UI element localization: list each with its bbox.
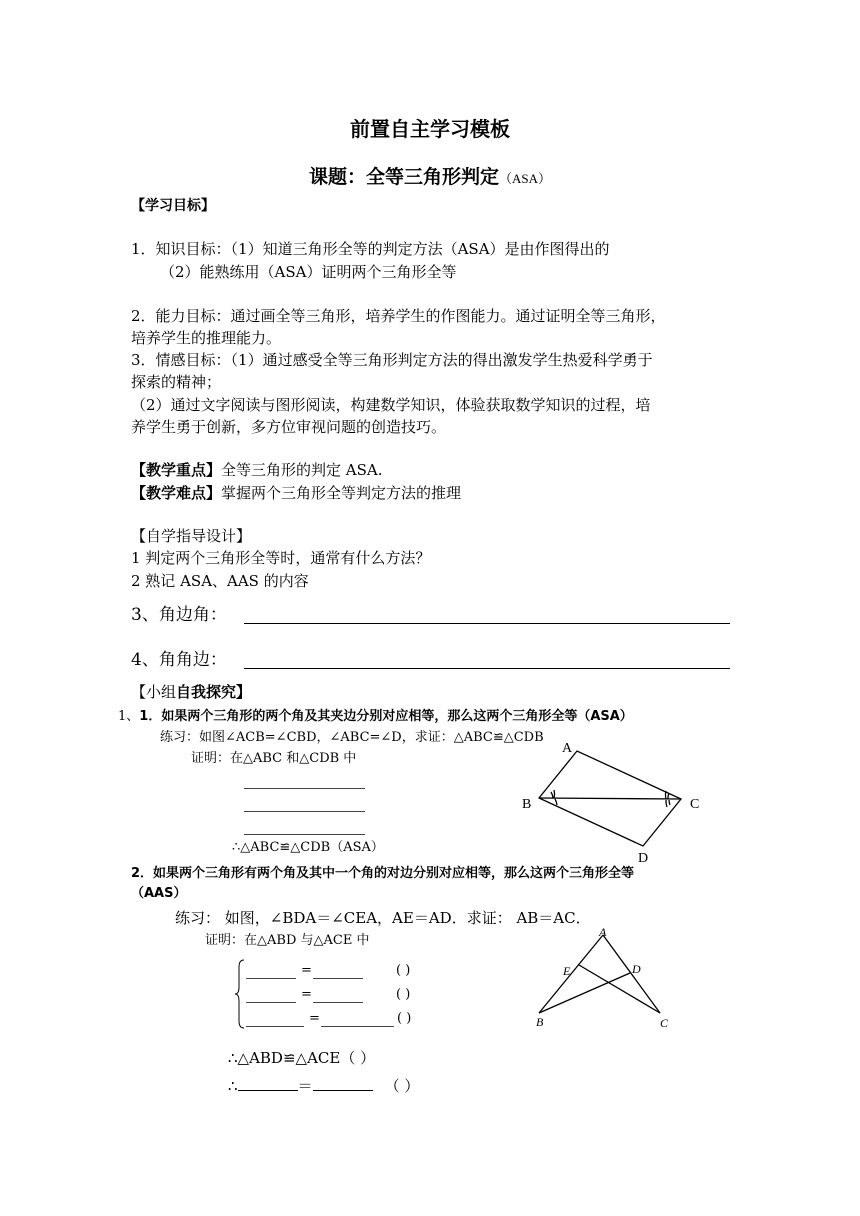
- subtitle-main: 课题：全等三角形判定: [308, 166, 499, 188]
- item2-proof-start: 证明：在△ABD 与△ACE 中: [205, 933, 370, 948]
- item1-exercise: 练习：如图∠ACB=∠CBD，∠ABC=∠D，求证：△ABC≌△CDB: [160, 730, 544, 745]
- figure1-diagonal: [539, 798, 681, 799]
- objectives-header: 【学习目标】: [131, 198, 215, 214]
- group-header: [131, 683, 251, 701]
- figure1-arc-c2: [666, 800, 667, 807]
- item2-conclusion-2: [228, 1077, 419, 1095]
- item1-blank-2[interactable]: [244, 811, 365, 812]
- row2-blank-left[interactable]: [246, 1002, 296, 1003]
- item1-blank-3[interactable]: [244, 834, 365, 835]
- aas-answer-line[interactable]: [244, 668, 730, 669]
- conclusion2-prefix: ∴: [228, 1077, 238, 1095]
- figure1-parallelogram: [510, 738, 710, 866]
- group-header-plain: 【小组: [131, 683, 177, 701]
- teaching-difficulty: [131, 484, 461, 502]
- figure1-label-b: B: [522, 797, 532, 812]
- row3-eq: =: [309, 1011, 320, 1026]
- figure1-label-d: D: [638, 851, 649, 866]
- row1-blank-left[interactable]: [246, 978, 296, 979]
- self-study-q3-label: 3、角边角：: [131, 605, 227, 625]
- item2-exercise: 练习： 如图，∠BDA＝∠CEA，AE＝AD．求证： AB＝AC．: [175, 909, 591, 927]
- objective-knowledge-1: 1．知识目标：（1）知道三角形全等的判定方法（ASA）是由作图得出的: [131, 240, 610, 258]
- figure1-arc-c1: [665, 791, 666, 799]
- objective-emotion-4: 养学生勇于创新，多方位审视问题的创造技巧。: [131, 418, 447, 436]
- teaching-focus-label: 【教学重点】: [131, 461, 222, 479]
- objective-ability-2: 培养学生的推理能力。: [131, 329, 282, 347]
- figure2-triangle: [528, 925, 676, 1033]
- group-header-bold: 自我探究】: [176, 683, 252, 701]
- row3-blank-left[interactable]: [246, 1026, 304, 1027]
- item2-title-2: （AAS）: [131, 886, 187, 901]
- conclusion2-eq: ＝: [297, 1077, 313, 1095]
- item1-prefix: 1、: [118, 709, 140, 724]
- figure1-arc-b1: [554, 790, 555, 798]
- objective-knowledge-2: （2）能熟练用（ASA）证明两个三角形全等: [160, 263, 457, 281]
- row1-reason: ( ): [396, 963, 411, 978]
- conclusion2-blank-right[interactable]: [313, 1077, 373, 1091]
- figure2-label-c: C: [660, 1016, 669, 1030]
- item1-title: [118, 709, 633, 725]
- self-study-header: 【自学指导设计】: [131, 527, 252, 545]
- item2-title-1: 2．如果两个三角形有两个角及其中一个角的对边分别对应相等，那么这两个三角形全等: [131, 866, 635, 881]
- figure1-arc-b1b: [551, 792, 553, 798]
- objective-emotion-2: 探索的精神；: [131, 373, 222, 391]
- teaching-focus: [131, 461, 383, 479]
- figure1-arc-c1b: [668, 793, 669, 799]
- row1-blank-right[interactable]: [313, 978, 363, 979]
- objective-emotion-3: （2）通过文字阅读与图形阅读，构建数学知识，体验获取数学知识的过程，培: [131, 396, 651, 414]
- subtitle-suffix: （ASA）: [499, 171, 552, 186]
- row3-blank-right[interactable]: [321, 1026, 394, 1027]
- figure1-label-a: A: [562, 741, 573, 756]
- row1-eq: =: [301, 963, 312, 978]
- item1-proof-start: 证明：在△ABC 和△CDB 中: [191, 751, 357, 766]
- figure2-label-d: D: [632, 962, 641, 976]
- item1-title-text: 1．如果两个三角形的两个角及其夹边分别对应相等，那么这两个三角形全等（ASA）: [139, 709, 633, 724]
- figure2-label-b: B: [536, 1015, 544, 1029]
- self-study-q1: 1 判定两个三角形全等时，通常有什么方法？: [131, 549, 431, 567]
- objective-emotion-1: 3．情感目标：（1）通过感受全等三角形判定方法的得出激发学生热爱科学勇于: [131, 351, 653, 369]
- row2-eq: =: [301, 987, 312, 1002]
- item1-conclusion: ∴△ABC≌△CDB（ASA）: [232, 840, 384, 855]
- conclusion2-blank-left[interactable]: [238, 1077, 298, 1091]
- teaching-focus-text: 全等三角形的判定 ASA.: [221, 461, 383, 479]
- proof-brace-icon: [234, 959, 246, 1029]
- figure2-segment-bd: [539, 973, 630, 1013]
- figure2-segment-ce: [579, 965, 660, 1013]
- self-study-q4-label: 4、角角边：: [131, 650, 227, 670]
- conclusion2-reason: （ ）: [384, 1077, 420, 1095]
- row2-blank-right[interactable]: [313, 1002, 363, 1003]
- row2-reason: ( ): [396, 987, 411, 1002]
- figure2-label-a: A: [599, 925, 607, 939]
- lesson-subtitle: [0, 162, 860, 189]
- row3-reason: ( ): [397, 1011, 412, 1026]
- figure1-arc-b2: [555, 799, 557, 805]
- teaching-difficulty-label: 【教学难点】: [131, 484, 222, 502]
- page-title: 前置自主学习模板: [350, 117, 510, 141]
- figure1-label-c: C: [690, 797, 700, 812]
- self-study-q2: 2 熟记 ASA、AAS 的内容: [131, 572, 309, 590]
- objective-ability-1: 2．能力目标：通过画全等三角形，培养学生的作图能力。通过证明全等三角形，: [131, 307, 666, 325]
- teaching-difficulty-text: 掌握两个三角形全等判定方法的推理: [221, 484, 462, 502]
- figure1-arc-c2b: [669, 800, 670, 805]
- item1-blank-1[interactable]: [244, 788, 365, 789]
- item2-conclusion-1: ∴△ABD≌△ACE（ ）: [228, 1049, 376, 1067]
- figure2-label-e: E: [563, 964, 571, 978]
- asa-answer-line[interactable]: [244, 623, 730, 624]
